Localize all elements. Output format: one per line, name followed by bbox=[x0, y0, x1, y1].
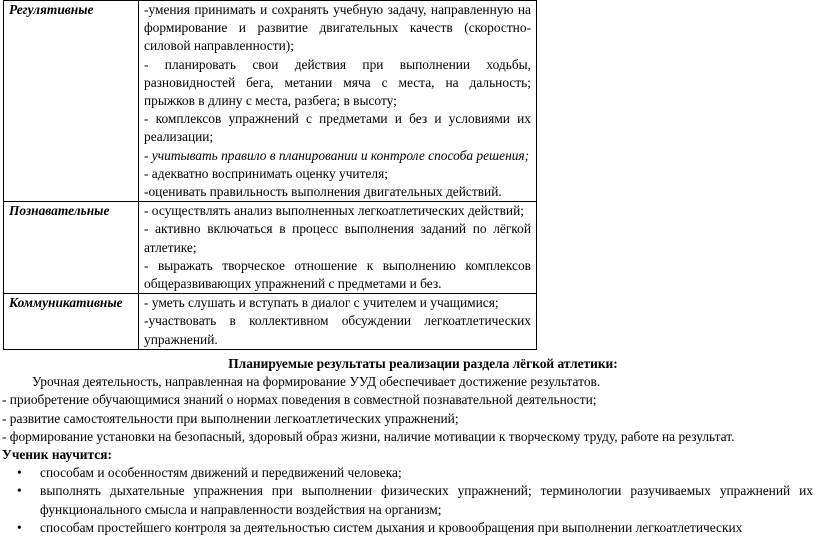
uud-table bbox=[3, 0, 537, 350]
results-section bbox=[0, 355, 816, 537]
bullet-icon: • bbox=[17, 483, 22, 499]
result-line: - развитие самостоятельности при выполнении легкоатлетических упражнений; bbox=[2, 410, 459, 426]
bullet-icon: • bbox=[17, 465, 22, 481]
description-line: - планировать свои действия при выполнении ходьбы, разновидностей бега, метании мяча с места, на дальность; прыжков в длину с места, разбега; в высоту; bbox=[144, 56, 531, 109]
description-line: - комплексов упражнений с предметами и без и условиями их реализации; bbox=[144, 111, 531, 145]
description-line: - активно включаться в процесс выполнения заданий по лёгкой атлетике; bbox=[144, 221, 531, 255]
list-item-text: способам простейшего контроля за деятельностью систем дыхания и кровообращения при выполнении легкоатлетических bbox=[40, 519, 743, 535]
description-cell bbox=[139, 1, 537, 202]
list-item bbox=[0, 464, 816, 482]
description-line: - уметь слушать и вступать в диалог с учителем и учащимися; bbox=[144, 295, 499, 311]
list-item bbox=[0, 519, 816, 537]
category-cell: Коммуникативные bbox=[4, 294, 139, 350]
table-row bbox=[4, 294, 537, 350]
description-line: - адекватно воспринимать оценку учителя; bbox=[144, 165, 388, 181]
table-row bbox=[4, 1, 537, 202]
category-cell: Познавательные bbox=[4, 202, 139, 294]
description-line: - выражать творческое отношение к выполнению комплексов общеразвивающих упражнений с предметами и без. bbox=[144, 257, 531, 292]
results-intro: Урочная деятельность, направленная на формирование УУД обеспечивает достижение результатов. bbox=[32, 374, 601, 390]
result-line: - приобретение обучающимися знаний о нормах поведения в совместной познавательной деятельности; bbox=[2, 392, 597, 408]
list-item-text: выполнять дыхательные упражнения при выполнении физических упражнений; терминологии разучиваемых упражнений их функционального смысла и направленности воздействия на организм; bbox=[40, 483, 813, 517]
description-cell bbox=[139, 294, 537, 350]
description-line: - осуществлять анализ выполненных легкоатлетических действий; bbox=[144, 203, 524, 219]
bullet-icon: • bbox=[17, 519, 22, 535]
description-line: -умения принимать и сохранять учебную задачу, направленную на формирование и развитие двигательных качеств (скоростно-силовой направленности); bbox=[144, 2, 531, 54]
description-line: -оценивать правильность выполнения двигательных действий. bbox=[144, 184, 502, 200]
description-cell bbox=[139, 202, 537, 294]
result-line: - формирование установки на безопасный, здоровый образ жизни, наличие мотивации к творческому труду, работе на результат. bbox=[2, 428, 735, 444]
results-title: Планируемые результаты реализации раздела лёгкой атлетики: bbox=[228, 356, 618, 371]
category-cell: Регулятивные bbox=[4, 1, 139, 202]
list-item-text: способам и особенностям движений и передвижений человека; bbox=[40, 465, 402, 481]
table-row bbox=[4, 202, 537, 294]
student-label: Ученик научится: bbox=[2, 447, 112, 463]
description-line: -участвовать в коллективном обсуждении легкоатлетических упражнений. bbox=[144, 313, 531, 347]
bullet-list bbox=[0, 464, 816, 537]
list-item bbox=[0, 482, 816, 518]
description-line-italic: - учитывать правило в планировании и контроле способа решения; bbox=[144, 147, 530, 163]
